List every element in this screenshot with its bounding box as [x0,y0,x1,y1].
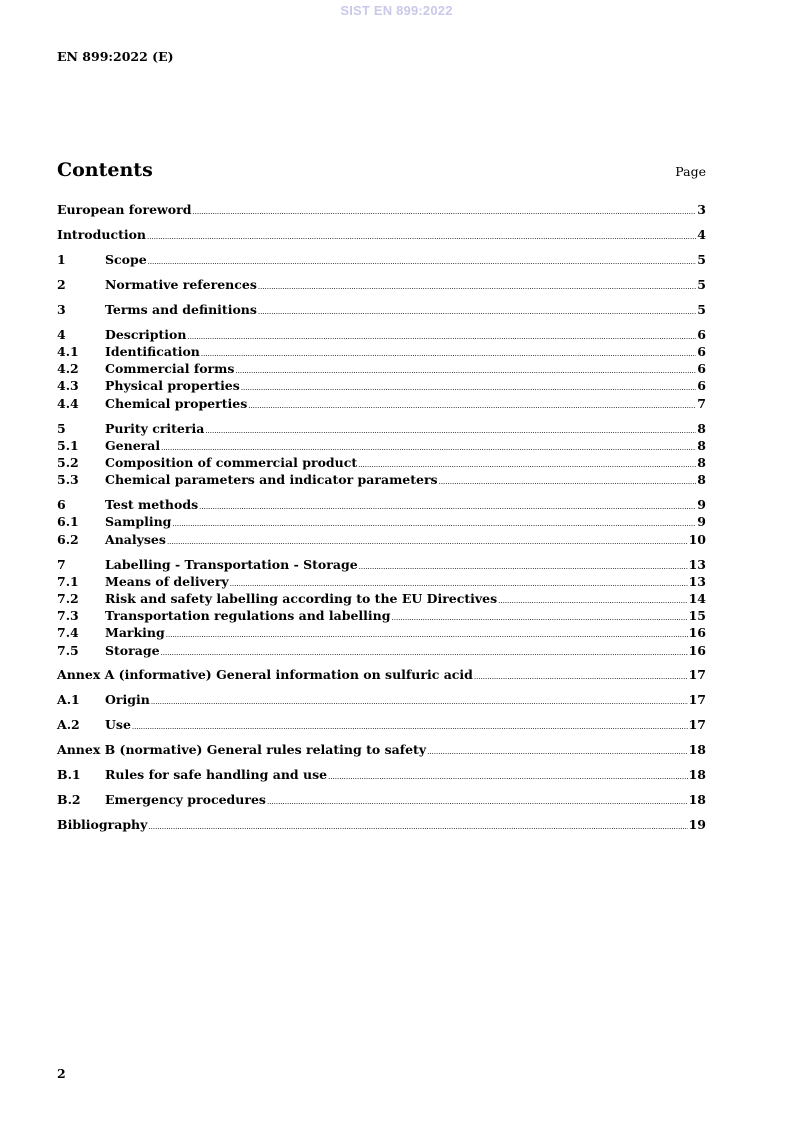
toc-entry-title: Physical properties [105,378,240,394]
toc-entry-page: 4 [697,226,706,242]
toc-entry-page: 5 [697,301,706,317]
toc-entry-title: General [105,437,161,453]
toc-entry-title: Origin [105,692,150,708]
toc-entry[interactable] [57,395,706,412]
toc-entry-title: Transportation regulations and labelling [105,608,391,624]
toc-entry-number: 4.3 [57,378,79,394]
toc-entry-page: 6 [697,344,706,360]
toc-entry-title: Annex A (informative) General information on sulfuric acid [57,667,473,683]
toc-entry-title: Rules for safe handling and use [105,767,328,783]
dot-leader [148,251,697,271]
toc-entry-page: 18 [688,742,706,758]
toc-entry-number: 4.2 [57,361,79,377]
toc-entry-number: 7 [57,556,66,572]
toc-entry-title: Analyses [105,531,166,547]
dot-leader [151,691,688,711]
toc-entry[interactable] [57,590,706,607]
toc-entry-title: Scope [105,251,147,267]
dot-leader [258,276,696,296]
dot-leader [258,301,696,321]
toc-entry-page: 10 [688,531,706,547]
toc-entry-title: Bibliography [57,817,148,833]
toc-entry-number: 7.4 [57,625,79,641]
toc-entry-page: 14 [688,590,706,606]
toc-entry-title: Identification [105,344,200,360]
dot-leader [132,716,688,736]
toc-entry-page: 8 [697,472,706,488]
toc-entry[interactable] [57,624,706,641]
toc-entry-title: Commercial forms [105,361,235,377]
toc-entry-number: 5.3 [57,472,79,488]
toc-entry-page: 8 [697,420,706,436]
toc-entry-page: 8 [697,455,706,471]
toc-entry[interactable] [57,556,706,573]
toc-entry-page: 9 [697,514,706,530]
toc-entry-page: 17 [688,717,706,733]
toc-entry-page: 13 [688,556,706,572]
toc-entry-page: 6 [697,361,706,377]
toc-entry-page: 18 [688,792,706,808]
toc-entry-title: Risk and safety labelling according to the EU Directives [105,590,498,606]
toc-entry-number: 5.2 [57,455,79,471]
toc-entry-page: 6 [697,326,706,342]
toc-entry[interactable] [57,201,706,218]
toc-entry-title: Purity criteria [105,420,205,436]
toc-entry-number: 7.5 [57,642,79,658]
toc-entry-number: 5.1 [57,437,79,453]
toc-entry[interactable] [57,531,706,548]
toc-entry[interactable] [57,513,706,530]
toc-entry-page: 17 [688,692,706,708]
toc-entry-title: Description [105,326,187,342]
toc-entry-number: 6.1 [57,514,79,530]
toc-entry-page: 9 [697,497,706,513]
toc-entry-page: 13 [688,573,706,589]
toc-entry-number: A.2 [57,717,80,733]
toc-entry-page: 16 [688,625,706,641]
toc-entry-number: 7.1 [57,573,79,589]
toc-entry-page: 6 [697,378,706,394]
toc-entry-page: 8 [697,437,706,453]
dot-leader [267,791,688,811]
toc-entry[interactable] [57,642,706,659]
toc-entry[interactable] [57,377,706,394]
toc-entry-title: Chemical parameters and indicator parameters [105,472,438,488]
toc-entry[interactable] [57,691,706,708]
toc-entry[interactable] [57,326,706,343]
toc-entry-page: 3 [697,202,706,217]
toc-entry[interactable] [57,471,706,488]
toc-entry-title: Sampling [105,514,172,530]
toc-entry-page: 7 [697,395,706,411]
toc-entry-page: 15 [688,608,706,624]
toc-entry-page: 17 [688,667,706,683]
toc-entry-page: 19 [688,817,706,833]
toc-entry-title: Introduction [57,226,147,242]
toc-entry[interactable] [57,251,706,268]
dot-leader [328,766,688,786]
toc-entry-title: Use [105,717,131,733]
toc-entry-title: Storage [105,642,160,658]
toc-entry-title: Chemical properties [105,395,248,411]
toc-entry-page: 5 [697,276,706,292]
toc-entry-number: 6 [57,497,66,513]
toc-entry[interactable] [57,791,706,808]
toc-entry[interactable] [57,226,706,243]
toc-entry-number: 3 [57,301,66,317]
toc-entry-title: Composition of commercial product [105,455,358,471]
toc-entry[interactable] [57,741,706,758]
toc-entry[interactable] [57,301,706,318]
toc-entry[interactable] [57,666,706,683]
toc-entry-page: 16 [688,642,706,658]
toc-entry-number: A.1 [57,692,80,708]
watermark: SIST EN 899:2022 [340,3,453,18]
toc-entry-number: 7.2 [57,590,79,606]
toc-entry-number: 1 [57,251,66,267]
dot-leader [192,201,696,221]
page-number: 2 [57,1066,66,1081]
dot-leader [147,226,696,246]
toc-entry-number: 4.4 [57,395,79,411]
toc-entry[interactable] [57,360,706,377]
toc-entry-number: 5 [57,420,66,436]
toc-entry-title: Means of delivery [105,573,229,589]
toc-entry-title: Annex B (normative) General rules relating to safety [57,742,427,758]
toc-entry-title: Test methods [105,497,199,513]
toc-entry-title: Labelling - Transportation - Storage [105,556,358,572]
dot-leader [439,471,697,491]
toc-entry[interactable] [57,420,706,437]
toc-entry-title: Terms and definitions [105,301,257,317]
page-column-label: Page [675,164,706,179]
toc-entry[interactable] [57,607,706,624]
toc-entry[interactable] [57,343,706,360]
toc-entry-title: European foreword [57,202,192,217]
dot-leader [167,531,688,551]
toc-entry-title: Marking [105,625,165,641]
toc-entry[interactable] [57,496,706,513]
toc-entry-number: B.2 [57,792,81,808]
toc-entry-number: 2 [57,276,66,292]
toc-entry[interactable] [57,437,706,454]
dot-leader [161,642,688,662]
toc-entry-number: 4 [57,326,66,342]
toc-entry[interactable] [57,573,706,590]
toc-entry-title: Normative references [105,276,257,292]
dot-leader [148,816,687,836]
table-of-contents [57,201,706,834]
toc-entry-page: 5 [697,251,706,267]
toc-entry[interactable] [57,276,706,293]
toc-entry-number: B.1 [57,767,81,783]
toc-entry[interactable] [57,766,706,783]
toc-entry[interactable] [57,816,706,833]
contents-heading: Contents [57,159,153,181]
toc-entry[interactable] [57,454,706,471]
dot-leader [427,741,688,761]
toc-entry[interactable] [57,716,706,733]
toc-entry-number: 6.2 [57,531,79,547]
toc-entry-title: Emergency procedures [105,792,266,808]
dot-leader [474,666,688,686]
dot-leader [248,395,696,415]
toc-entry-number: 4.1 [57,344,79,360]
toc-entry-page: 18 [688,767,706,783]
toc-entry-number: 7.3 [57,608,79,624]
document-id: EN 899:2022 (E) [57,49,174,64]
